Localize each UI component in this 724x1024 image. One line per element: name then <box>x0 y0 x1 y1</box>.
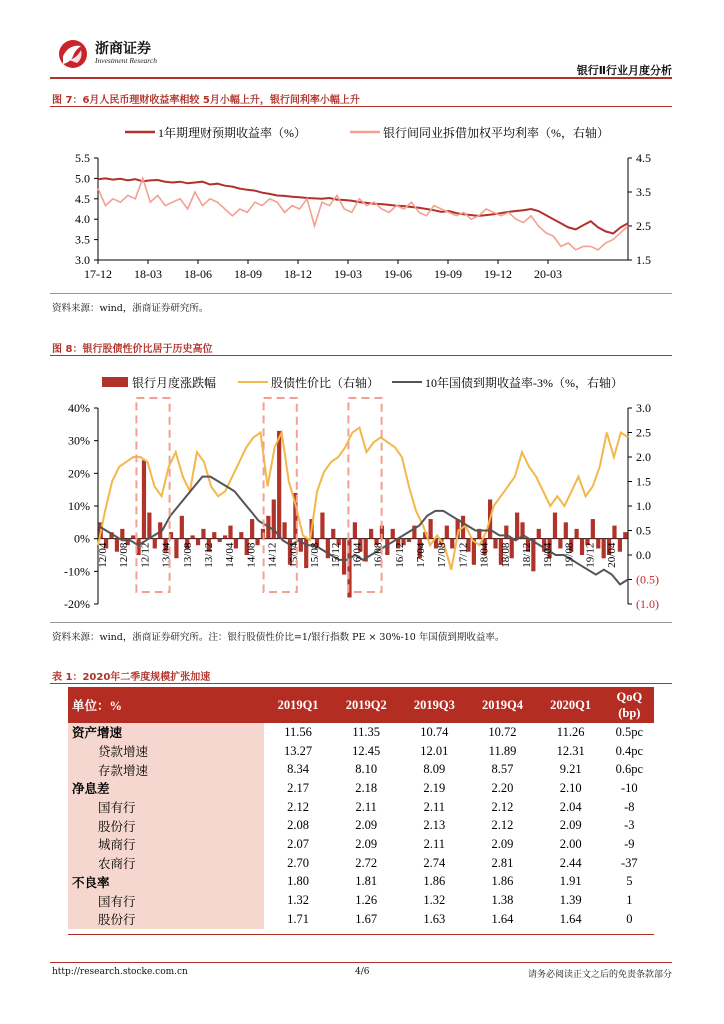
table1-title: 表 1：2020年二季度规模扩张加速 <box>52 672 211 683</box>
y-tick-label: 3.5 <box>636 185 651 199</box>
row-label: 农商行 <box>68 854 264 873</box>
table-cell: -10 <box>621 780 638 795</box>
bar <box>450 539 454 549</box>
legend-label: 银行月度涨跌幅 <box>132 376 217 390</box>
table-cell: 8.34 <box>287 762 309 777</box>
table-cell: 1.64 <box>559 911 582 926</box>
bar <box>445 526 449 539</box>
table-cell: 2.00 <box>559 836 582 851</box>
table-cell: 2.09 <box>559 818 582 833</box>
table-cell: 11.89 <box>488 743 517 758</box>
table-row <box>68 760 654 779</box>
table-cell: 1.86 <box>491 874 514 889</box>
table-row <box>68 910 654 929</box>
bar <box>407 539 411 542</box>
table-row <box>68 873 654 892</box>
table-row <box>68 891 654 910</box>
table-cell: 0 <box>626 911 633 926</box>
fig7-source: 资料来源：wind，浙商证券研究所。 <box>52 303 209 314</box>
legend-label: 银行间同业拆借加权平均利率（%，右轴） <box>383 126 609 140</box>
x-tick-label: 12/04 <box>97 542 109 568</box>
y-tick-label: 4.5 <box>75 191 90 206</box>
bar <box>282 522 286 538</box>
fig8-source: 资料来源：wind，浙商证券研究所。注：银行股债性价比=1/银行指数 PE × 30%-10 年国债到期收益率。 <box>52 632 505 643</box>
table-cell: 2.70 <box>287 855 309 870</box>
x-tick-label: 18-12 <box>284 267 312 281</box>
table-cell: 2.11 <box>423 799 446 814</box>
x-tick-label: 18/08 <box>499 542 512 568</box>
bar <box>277 431 281 539</box>
table-cell: 2.13 <box>423 818 446 833</box>
y-tick-label: (0.5) <box>636 572 659 587</box>
x-tick-label: 17/08 <box>436 542 449 568</box>
y-tick-label: 10% <box>68 499 90 513</box>
x-tick-label: 17/12 <box>457 542 470 568</box>
fig7-title-rule <box>50 106 672 107</box>
table-cell: 1.67 <box>355 911 378 926</box>
x-tick-label: 16/04 <box>351 542 364 568</box>
table-cell: 2.72 <box>355 855 378 870</box>
table1-header-cell: 单位：% <box>68 687 264 723</box>
bar <box>618 539 622 552</box>
header-rule <box>50 77 672 79</box>
y-tick-label: 0.5 <box>636 523 651 538</box>
bar <box>142 460 146 538</box>
bar <box>131 535 135 538</box>
y-tick-label: 2.5 <box>636 219 651 233</box>
row-label: 贷款增速 <box>68 742 264 761</box>
table-cell: 1.81 <box>355 874 378 889</box>
y-tick-label: 1.5 <box>636 253 651 267</box>
row-label: 资产增速 <box>68 723 264 742</box>
bar <box>537 529 541 539</box>
x-tick-label: 20/04 <box>605 542 618 568</box>
table-cell: 2.81 <box>491 855 514 870</box>
x-tick-label: 15/12 <box>330 542 343 568</box>
table1-bottom-rule <box>68 934 654 935</box>
x-tick-label: 19/04 <box>542 542 555 568</box>
table-cell: 12.45 <box>352 743 381 758</box>
table-cell: 0.6pc <box>615 762 644 777</box>
table-cell: 2.04 <box>559 799 582 814</box>
table1-header-row <box>68 687 654 723</box>
x-tick-label: 18/12 <box>521 542 533 568</box>
row-label: 存款增速 <box>68 760 264 779</box>
table-cell: 1.86 <box>423 874 446 889</box>
table-cell: 1.26 <box>355 893 378 908</box>
bar <box>218 539 222 542</box>
row-label: 不良率 <box>68 873 264 892</box>
table-cell: 2.10 <box>559 780 582 795</box>
x-tick-label: 17-12 <box>84 267 112 281</box>
y-tick-label: -10% <box>64 564 90 579</box>
bar <box>196 539 200 546</box>
bar <box>250 519 254 539</box>
bar <box>272 499 276 538</box>
table-cell: 2.08 <box>287 818 309 833</box>
x-tick-label: 19-03 <box>334 267 362 281</box>
bar <box>553 513 557 539</box>
table-cell: 1.64 <box>491 911 514 926</box>
bar <box>342 539 346 575</box>
x-tick-label: 18-06 <box>184 267 212 281</box>
table1-header-cell: 2019Q1 <box>264 687 332 723</box>
y-tick-label: 3.0 <box>636 401 651 415</box>
table-cell: 5 <box>626 874 633 889</box>
bar <box>180 516 184 539</box>
table-cell: -3 <box>624 818 635 833</box>
y-tick-label: 4.0 <box>75 212 90 227</box>
table-cell: 1.32 <box>423 893 446 908</box>
legend-label: 10年国债到期收益率-3%（%，右轴） <box>425 376 623 390</box>
table-cell: 10.72 <box>488 724 517 739</box>
y-tick-label: 4.5 <box>636 151 651 165</box>
table-cell: 11.26 <box>556 724 585 739</box>
table-cell: 12.01 <box>420 743 449 758</box>
x-tick-label: 13/08 <box>181 542 194 568</box>
table-cell: 1.39 <box>559 893 582 908</box>
table1 <box>68 687 654 929</box>
bar <box>228 526 232 539</box>
table-cell: 1.80 <box>287 874 309 889</box>
table-cell: 2.07 <box>287 836 309 851</box>
y-tick-label: 1.0 <box>636 499 651 513</box>
table1-header-cell: 2019Q4 <box>468 687 536 723</box>
y-tick-label: (1.0) <box>636 597 659 611</box>
table1-header-cell: 2019Q3 <box>400 687 468 723</box>
series-line <box>98 178 628 233</box>
logo-mark-icon <box>55 36 91 72</box>
x-tick-label: 14/08 <box>245 542 258 568</box>
x-tick-label: 15/04 <box>287 542 300 568</box>
x-tick-label: 13/12 <box>203 542 215 568</box>
y-tick-label: 5.0 <box>75 171 90 186</box>
x-tick-label: 19-06 <box>384 267 412 281</box>
x-tick-label: 14/04 <box>224 542 237 568</box>
table-cell: 2.11 <box>423 836 446 851</box>
bar <box>369 529 373 539</box>
table-cell: 2.74 <box>423 855 446 870</box>
bar <box>191 535 195 538</box>
x-tick-label: 18-03 <box>134 267 162 281</box>
row-label: 净息差 <box>68 779 264 798</box>
logo-cn: 浙商证券 <box>95 41 151 57</box>
y-tick-label: 0% <box>74 531 90 546</box>
table-cell: -9 <box>624 836 635 851</box>
bar <box>612 526 616 539</box>
table-cell: 1.91 <box>559 874 582 889</box>
row-label: 城商行 <box>68 835 264 854</box>
x-tick-label: 16/08 <box>372 542 385 568</box>
x-tick-label: 15/08 <box>309 542 321 568</box>
fig8-title-rule <box>50 355 672 356</box>
y-tick-label: 40% <box>68 401 90 415</box>
bar <box>575 529 579 539</box>
y-tick-label: 0.0 <box>636 548 651 562</box>
row-label: 国有行 <box>68 891 264 910</box>
table-cell: 0.5pc <box>615 724 644 739</box>
bar <box>493 539 497 549</box>
table1-header-cell: QoQ (bp) <box>605 687 654 723</box>
y-tick-label: 5.5 <box>75 151 90 165</box>
x-tick-label: 18-09 <box>234 267 262 281</box>
x-tick-label: 14/12 <box>266 542 279 568</box>
bar <box>331 529 335 539</box>
section-title: 银行Ⅱ行业月度分析 <box>576 64 672 77</box>
table-cell: 2.11 <box>355 799 377 814</box>
table-row <box>68 816 654 835</box>
x-tick-label: 19-09 <box>434 267 462 281</box>
logo <box>55 34 195 74</box>
y-tick-label: -20% <box>64 597 90 611</box>
footer-disclaimer: 请务必阅读正文之后的免责条款部分 <box>527 970 672 980</box>
table-cell: 11.35 <box>352 724 381 739</box>
bar <box>223 535 227 538</box>
table-cell: 1.71 <box>287 911 309 926</box>
y-tick-label: 20% <box>68 466 90 481</box>
bar <box>564 522 568 538</box>
table-cell: 2.09 <box>355 818 378 833</box>
x-tick-label: 13/04 <box>160 542 173 568</box>
x-tick-label: 19/12 <box>584 542 597 568</box>
table-row <box>68 723 654 742</box>
bar <box>623 532 627 539</box>
bar <box>596 539 600 549</box>
fig7-bottom-rule <box>50 293 672 294</box>
table-cell: 13.27 <box>284 743 313 758</box>
footer-rule <box>50 962 672 963</box>
legend-label: 1年期理财预期收益率（%） <box>158 126 306 140</box>
x-tick-label: 12/12 <box>139 542 152 568</box>
bar <box>591 519 595 539</box>
table-cell: 8.09 <box>423 762 446 777</box>
y-tick-label: 3.0 <box>75 253 90 267</box>
table-cell: 2.19 <box>423 780 446 795</box>
bar <box>515 513 519 539</box>
table-cell: 8.57 <box>491 762 514 777</box>
x-tick-label: 18/04 <box>478 542 491 568</box>
table-row <box>68 854 654 873</box>
row-label: 国有行 <box>68 798 264 817</box>
fig8-bottom-rule <box>50 622 672 623</box>
table-row <box>68 779 654 798</box>
table-cell: 9.21 <box>559 762 582 777</box>
table-cell: 2.09 <box>355 836 378 851</box>
row-label: 股份行 <box>68 816 264 835</box>
x-tick-label: 19/08 <box>563 542 576 568</box>
logo-en: Investment Research <box>95 56 157 65</box>
table-cell: 2.20 <box>491 780 514 795</box>
table-cell: 1.32 <box>287 893 309 908</box>
x-tick-label: 17/04 <box>415 542 427 568</box>
bar <box>174 539 178 559</box>
x-tick-label: 19-12 <box>484 267 512 281</box>
x-tick-label: 20-03 <box>534 267 562 281</box>
bar <box>239 532 243 539</box>
y-tick-label: 1.5 <box>636 474 651 489</box>
table-cell: 2.18 <box>355 780 378 795</box>
legend-label: 股债性价比（右轴） <box>271 376 380 390</box>
table1-header-cell: 2020Q1 <box>537 687 605 723</box>
y-tick-label: 30% <box>68 433 90 448</box>
bar <box>153 539 157 549</box>
table-cell: 1 <box>626 893 633 908</box>
bar <box>428 519 432 539</box>
row-label: 股份行 <box>68 910 264 929</box>
x-tick-label: 12/08 <box>118 542 131 568</box>
fig8-chart <box>50 360 672 620</box>
table-cell: 2.12 <box>287 799 309 814</box>
table1-header-cell: 2019Q2 <box>332 687 400 723</box>
bar <box>580 539 584 555</box>
y-tick-label: 3.5 <box>75 232 90 247</box>
table-cell: 1.63 <box>423 911 446 926</box>
table-row <box>68 742 654 761</box>
table-row <box>68 798 654 817</box>
bar <box>558 539 562 549</box>
table-cell: 8.10 <box>355 762 378 777</box>
table-cell: 0.4pc <box>615 743 644 758</box>
table-cell: 2.17 <box>287 780 309 795</box>
y-tick-label: 2.5 <box>636 425 651 440</box>
table-cell: 2.12 <box>491 799 514 814</box>
series-line <box>98 178 628 249</box>
table-cell: 11.56 <box>284 724 312 739</box>
table1-title-rule <box>50 683 672 684</box>
table-cell: 2.09 <box>491 836 514 851</box>
bar <box>320 513 324 539</box>
fig7-title: 图 7：6月人民币理财收益率相较 5月小幅上升，银行间利率小幅上升 <box>52 95 360 106</box>
fig8-title: 图 8：银行股债性价比居于历史高位 <box>52 344 213 355</box>
x-tick-label: 16/12 <box>393 542 406 568</box>
bar <box>212 532 216 539</box>
table-cell: 10.74 <box>420 724 449 739</box>
table-row <box>68 835 654 854</box>
table-cell: 2.44 <box>559 855 582 870</box>
table-cell: 2.12 <box>491 818 514 833</box>
footer-page: 4/6 <box>355 967 370 977</box>
table-cell: -8 <box>624 799 635 814</box>
fig7-chart <box>50 110 672 290</box>
table-cell: 1.38 <box>491 893 514 908</box>
bar <box>201 529 205 539</box>
legend-swatch <box>102 377 128 387</box>
bar <box>147 513 151 539</box>
table-cell: 12.31 <box>556 743 585 758</box>
table-cell: -37 <box>621 855 638 870</box>
bar <box>120 529 124 539</box>
footer-url[interactable]: http://research.stocke.com.cn <box>52 967 188 977</box>
bar <box>391 529 395 539</box>
y-tick-label: 2.0 <box>636 450 651 464</box>
bar <box>353 522 357 538</box>
